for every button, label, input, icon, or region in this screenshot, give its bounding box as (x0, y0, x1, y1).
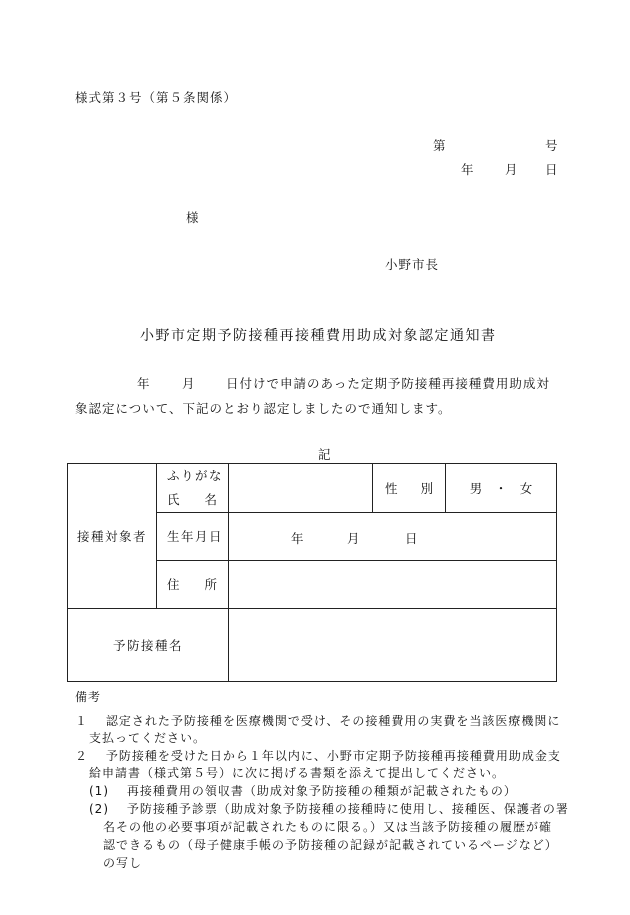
target-person-label: 接種対象者 (76, 529, 147, 544)
sex-label-char-1: 性 (385, 481, 398, 496)
dob-year: 年 (291, 530, 304, 546)
address-field[interactable] (229, 561, 557, 609)
furigana-label: ふりがな (167, 468, 224, 483)
document-title: 小野市定期予防接種再接種費用助成対象認定通知書 (140, 328, 497, 344)
note-2-line-2: 給申請書（様式第５号）に次に掲げる書類を添えて提出してください。 (89, 766, 506, 780)
note-1-line-2: 支払ってください。 (89, 731, 207, 745)
sex-label-char-2: 別 (420, 481, 433, 496)
body-line1: 日付けで申請のあった定期予防接種再接種費用助成対 (226, 376, 550, 391)
body-year: 年 (137, 376, 151, 391)
sex-options[interactable]: 男 ・ 女 (446, 464, 557, 513)
vaccine-label: 予防接種名 (112, 638, 183, 653)
note-2-sub-2-line-4: の写し (103, 856, 143, 870)
document-number-prefix: 第 (433, 138, 447, 153)
form-number: 様式第３号（第５条関係） (75, 90, 238, 105)
name-label-cell (157, 464, 229, 513)
name-field[interactable] (229, 464, 373, 513)
dob-field[interactable] (229, 513, 557, 561)
date-day: 日 (545, 162, 559, 177)
document-number-suffix: 号 (545, 138, 559, 153)
name-label-char-2: 名 (204, 492, 217, 507)
body-line2: 象認定について、下記のとおり認定しましたので通知します。 (75, 401, 452, 416)
vaccine-field[interactable] (229, 609, 557, 682)
address-label-char-2: 所 (204, 576, 217, 592)
notes-heading: 備考 (75, 690, 102, 704)
note-2-line-1: ２ 予防接種を受けた日から１年以内に、小野市定期予防接種再接種費用助成金支 (75, 749, 561, 763)
issuer: 小野市長 (385, 257, 440, 272)
ki-heading: 記 (318, 447, 332, 462)
note-1-line-1: １ 認定された予防接種を医療機関で受け、その接種費用の実費を当該医療機関に (75, 714, 561, 728)
dob-label-cell (157, 513, 229, 561)
dob-day: 日 (405, 530, 418, 546)
body-month: 月 (182, 376, 196, 391)
target-person-label-cell (68, 464, 157, 609)
vaccine-label-cell (68, 609, 229, 682)
note-2-sub-2-line-2: 名その他の必要事項が記載されたものに限る。）又は当該予防接種の履歴が確 (103, 820, 553, 834)
date-year: 年 (461, 162, 475, 177)
name-label (167, 488, 217, 512)
note-2-sub-2-line-1: (2) 予防接種予診票（助成対象予防接種の接種時に使用し、接種医、保護者の署 (89, 802, 569, 816)
address-label-char-1: 住 (167, 576, 180, 592)
address-label (167, 573, 217, 597)
note-2-sub-1: (1) 再接種費用の領収書（助成対象予防接種の種類が記載されたもの） (89, 784, 517, 798)
name-label-char-1: 氏 (167, 492, 180, 507)
application-table (67, 463, 557, 682)
address-label-cell (157, 561, 229, 609)
date-month: 月 (505, 162, 519, 177)
dob-month: 月 (347, 530, 360, 546)
sex-label-cell (373, 464, 446, 513)
addressee-suffix: 様 (186, 210, 200, 225)
note-2-sub-2-line-3: 認できるもの（母子健康手帳の予防接種の記録が記載されているページなど） (103, 838, 558, 852)
dob-label: 生年月日 (167, 528, 224, 544)
